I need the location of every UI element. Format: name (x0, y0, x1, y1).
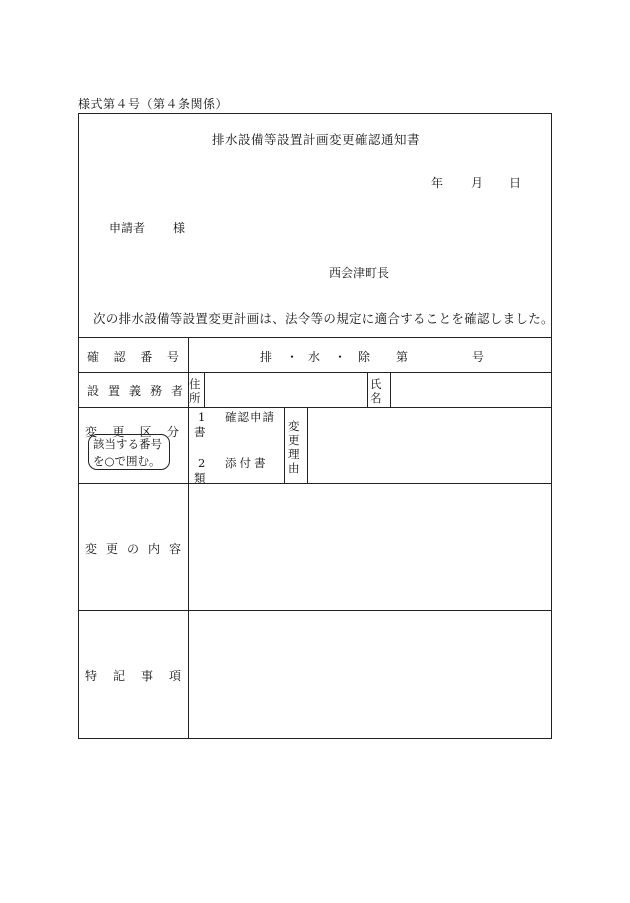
name-label: 氏 名 (370, 377, 382, 405)
option-1-number: 1 (198, 410, 206, 424)
address-label-divider (204, 372, 205, 407)
selection-instruction-line1: 該当する番号 (93, 437, 162, 451)
row-divider (79, 483, 551, 484)
change-category-label: 変 更 区 分 (85, 425, 179, 439)
date-year-label: 年 (431, 176, 444, 190)
row-divider (79, 407, 551, 408)
notification-form: 排水設備等設置計画変更確認通知書 年 月 日 申請者 様 西会津町長 次の排水設備等設置変更計画は、法令等の規定に適合することを確認しました。 確 認 番 号 排 ・ 水 ・ 除 第 号 設 置 義 務 者 住 所 氏 名 変 更 区 分 該当する番号 を○で囲む。 1 確認申請 書 2 添付書 類 変 更 理 由 変 更 の 内 容 特 記 事 項 (78, 113, 552, 739)
row-divider (79, 337, 551, 338)
name-section-divider (367, 372, 368, 407)
option-2-number: 2 (198, 456, 206, 470)
applicant-honorific: 様 (173, 221, 186, 235)
document-title: 排水設備等設置計画変更確認通知書 (211, 132, 420, 147)
obligor-label: 設 置 義 務 者 (87, 384, 183, 398)
row-divider (79, 372, 551, 373)
option-1-text-cont: 書 (194, 425, 206, 439)
confirmation-statement: 次の排水設備等設置変更計画は、法令等の規定に適合することを確認しました。 (93, 311, 554, 326)
option-2-text: 添付書 (225, 456, 269, 470)
form-number-label: 様式第４号（第４条関係） (78, 97, 229, 111)
date-day-label: 日 (509, 176, 522, 190)
change-content-label: 変 更 の 内 容 (85, 542, 181, 556)
row-divider (79, 610, 551, 611)
selection-instruction-line2: を○で囲む。 (93, 454, 161, 468)
option-2-text-cont: 類 (194, 471, 206, 485)
date-month-label: 月 (471, 176, 484, 190)
address-label: 住 所 (189, 377, 201, 405)
change-reason-label: 変 更 理 由 (288, 419, 300, 475)
option-1-text: 確認申請 (225, 410, 275, 424)
reason-section-divider (284, 407, 285, 483)
issuer-name: 西会津町長 (329, 266, 390, 280)
confirmation-number-label: 確 認 番 号 (87, 350, 179, 364)
remarks-label: 特 記 事 項 (85, 669, 181, 683)
applicant-label: 申請者 (109, 221, 146, 235)
reason-label-divider (307, 407, 308, 483)
name-label-divider (390, 372, 391, 407)
